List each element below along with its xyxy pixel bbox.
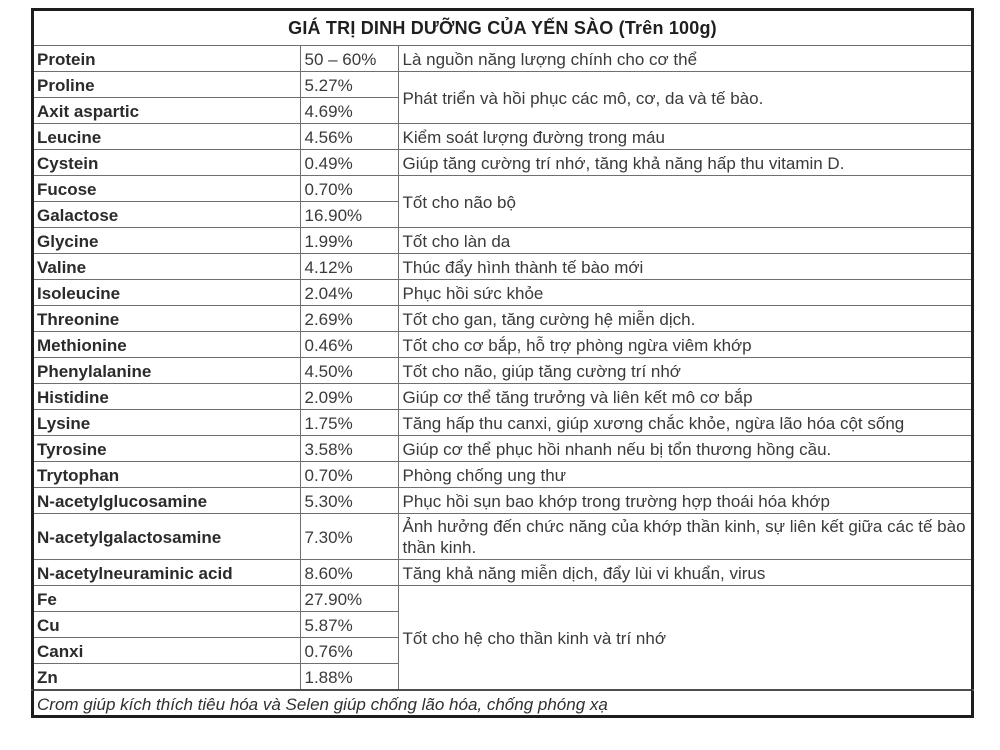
nutrient-benefit-cell: Phục hồi sụn bao khớp trong trường hợp thoái hóa khớp xyxy=(398,488,973,514)
nutrient-benefit-cell: Phục hồi sức khỏe xyxy=(398,280,973,306)
nutrient-value-cell: 5.27% xyxy=(300,72,398,98)
table-row xyxy=(32,410,973,436)
nutrient-name-cell: Lysine xyxy=(32,410,300,436)
table-row xyxy=(32,176,973,202)
nutrient-benefit-cell: Phòng chống ung thư xyxy=(398,462,973,488)
table-row xyxy=(32,586,973,612)
nutrient-value-cell: 50 – 60% xyxy=(300,46,398,72)
table-row xyxy=(32,514,973,560)
table-row xyxy=(32,560,973,586)
nutrient-name-cell: Tyrosine xyxy=(32,436,300,462)
nutrient-benefit-cell: Tốt cho hệ cho thần kinh và trí nhớ xyxy=(398,586,973,691)
table-row xyxy=(32,72,973,98)
table-row xyxy=(32,254,973,280)
nutrient-benefit-cell: Phát triển và hồi phục các mô, cơ, da và tế bào. xyxy=(398,72,973,124)
nutrient-value-cell: 1.75% xyxy=(300,410,398,436)
nutrient-name-cell: N-acetylgalactosamine xyxy=(32,514,300,560)
nutrient-benefit-cell: Tốt cho não bộ xyxy=(398,176,973,228)
nutrient-value-cell: 3.58% xyxy=(300,436,398,462)
nutrient-name-cell: Axit aspartic xyxy=(32,98,300,124)
nutrient-name-cell: Cystein xyxy=(32,150,300,176)
table-row xyxy=(32,150,973,176)
nutrient-name-cell: Zn xyxy=(32,664,300,691)
nutrient-value-cell: 2.69% xyxy=(300,306,398,332)
nutrient-benefit-cell: Thúc đẩy hình thành tế bào mới xyxy=(398,254,973,280)
table-row xyxy=(32,124,973,150)
table-footer-note: Crom giúp kích thích tiêu hóa và Selen giúp chống lão hóa, chống phóng xạ xyxy=(32,690,973,717)
nutrient-name-cell: Threonine xyxy=(32,306,300,332)
nutrient-name-cell: Valine xyxy=(32,254,300,280)
table-row xyxy=(32,280,973,306)
nutrient-name-cell: Glycine xyxy=(32,228,300,254)
table-row xyxy=(32,228,973,254)
nutrient-benefit-cell: Tốt cho làn da xyxy=(398,228,973,254)
table-row xyxy=(32,358,973,384)
nutrient-name-cell: Proline xyxy=(32,72,300,98)
table-row xyxy=(32,306,973,332)
nutrient-value-cell: 0.49% xyxy=(300,150,398,176)
nutrient-name-cell: N-acetylneuraminic acid xyxy=(32,560,300,586)
nutrient-benefit-cell: Giúp cơ thể tăng trưởng và liên kết mô cơ bắp xyxy=(398,384,973,410)
nutrient-value-cell: 5.87% xyxy=(300,612,398,638)
nutrition-table-body xyxy=(32,46,973,691)
table-row xyxy=(32,462,973,488)
nutrient-value-cell: 7.30% xyxy=(300,514,398,560)
nutrient-name-cell: Fucose xyxy=(32,176,300,202)
nutrient-value-cell: 8.60% xyxy=(300,560,398,586)
nutrient-benefit-cell: Tăng hấp thu canxi, giúp xương chắc khỏe, ngừa lão hóa cột sống xyxy=(398,410,973,436)
nutrient-value-cell: 0.76% xyxy=(300,638,398,664)
nutrient-name-cell: N-acetylglucosamine xyxy=(32,488,300,514)
nutrient-name-cell: Leucine xyxy=(32,124,300,150)
nutrient-name-cell: Protein xyxy=(32,46,300,72)
nutrient-name-cell: Methionine xyxy=(32,332,300,358)
nutrient-benefit-cell: Ảnh hưởng đến chức năng của khớp thần kinh, sự liên kết giữa các tế bào thần kinh. xyxy=(398,514,973,560)
nutrient-value-cell: 16.90% xyxy=(300,202,398,228)
nutrient-name-cell: Cu xyxy=(32,612,300,638)
nutrient-value-cell: 0.46% xyxy=(300,332,398,358)
title-row xyxy=(32,9,973,46)
table-row xyxy=(32,332,973,358)
nutrient-value-cell: 4.50% xyxy=(300,358,398,384)
nutrient-benefit-cell: Giúp tăng cường trí nhớ, tăng khả năng hấp thu vitamin D. xyxy=(398,150,973,176)
nutrition-table-head xyxy=(32,9,973,46)
nutrient-benefit-cell: Tốt cho cơ bắp, hỗ trợ phòng ngừa viêm khớp xyxy=(398,332,973,358)
nutrient-name-cell: Isoleucine xyxy=(32,280,300,306)
table-row xyxy=(32,46,973,72)
footer-row xyxy=(32,690,973,717)
nutrient-name-cell: Fe xyxy=(32,586,300,612)
nutrient-name-cell: Galactose xyxy=(32,202,300,228)
nutrient-benefit-cell: Là nguồn năng lượng chính cho cơ thể xyxy=(398,46,973,72)
nutrient-name-cell: Trytophan xyxy=(32,462,300,488)
nutrient-value-cell: 1.88% xyxy=(300,664,398,691)
nutrition-table xyxy=(31,8,974,718)
nutrient-name-cell: Canxi xyxy=(32,638,300,664)
nutrient-name-cell: Histidine xyxy=(32,384,300,410)
nutrient-benefit-cell: Tăng khả năng miễn dịch, đẩy lùi vi khuẩn, virus xyxy=(398,560,973,586)
nutrient-value-cell: 2.04% xyxy=(300,280,398,306)
nutrient-benefit-cell: Kiểm soát lượng đường trong máu xyxy=(398,124,973,150)
nutrient-benefit-cell: Tốt cho não, giúp tăng cường trí nhớ xyxy=(398,358,973,384)
table-title: GIÁ TRỊ DINH DƯỠNG CỦA YẾN SÀO (Trên 100g) xyxy=(32,9,973,46)
nutrient-benefit-cell: Giúp cơ thể phục hồi nhanh nếu bị tổn thương hồng cầu. xyxy=(398,436,973,462)
nutrition-table-foot xyxy=(32,690,973,717)
nutrient-value-cell: 27.90% xyxy=(300,586,398,612)
table-row xyxy=(32,384,973,410)
nutrient-value-cell: 2.09% xyxy=(300,384,398,410)
nutrient-value-cell: 5.30% xyxy=(300,488,398,514)
nutrient-value-cell: 0.70% xyxy=(300,462,398,488)
nutrient-value-cell: 4.56% xyxy=(300,124,398,150)
nutrient-benefit-cell: Tốt cho gan, tăng cường hệ miễn dịch. xyxy=(398,306,973,332)
nutrient-value-cell: 4.12% xyxy=(300,254,398,280)
table-row xyxy=(32,488,973,514)
nutrient-value-cell: 1.99% xyxy=(300,228,398,254)
nutrient-name-cell: Phenylalanine xyxy=(32,358,300,384)
nutrient-value-cell: 4.69% xyxy=(300,98,398,124)
table-row xyxy=(32,436,973,462)
nutrient-value-cell: 0.70% xyxy=(300,176,398,202)
